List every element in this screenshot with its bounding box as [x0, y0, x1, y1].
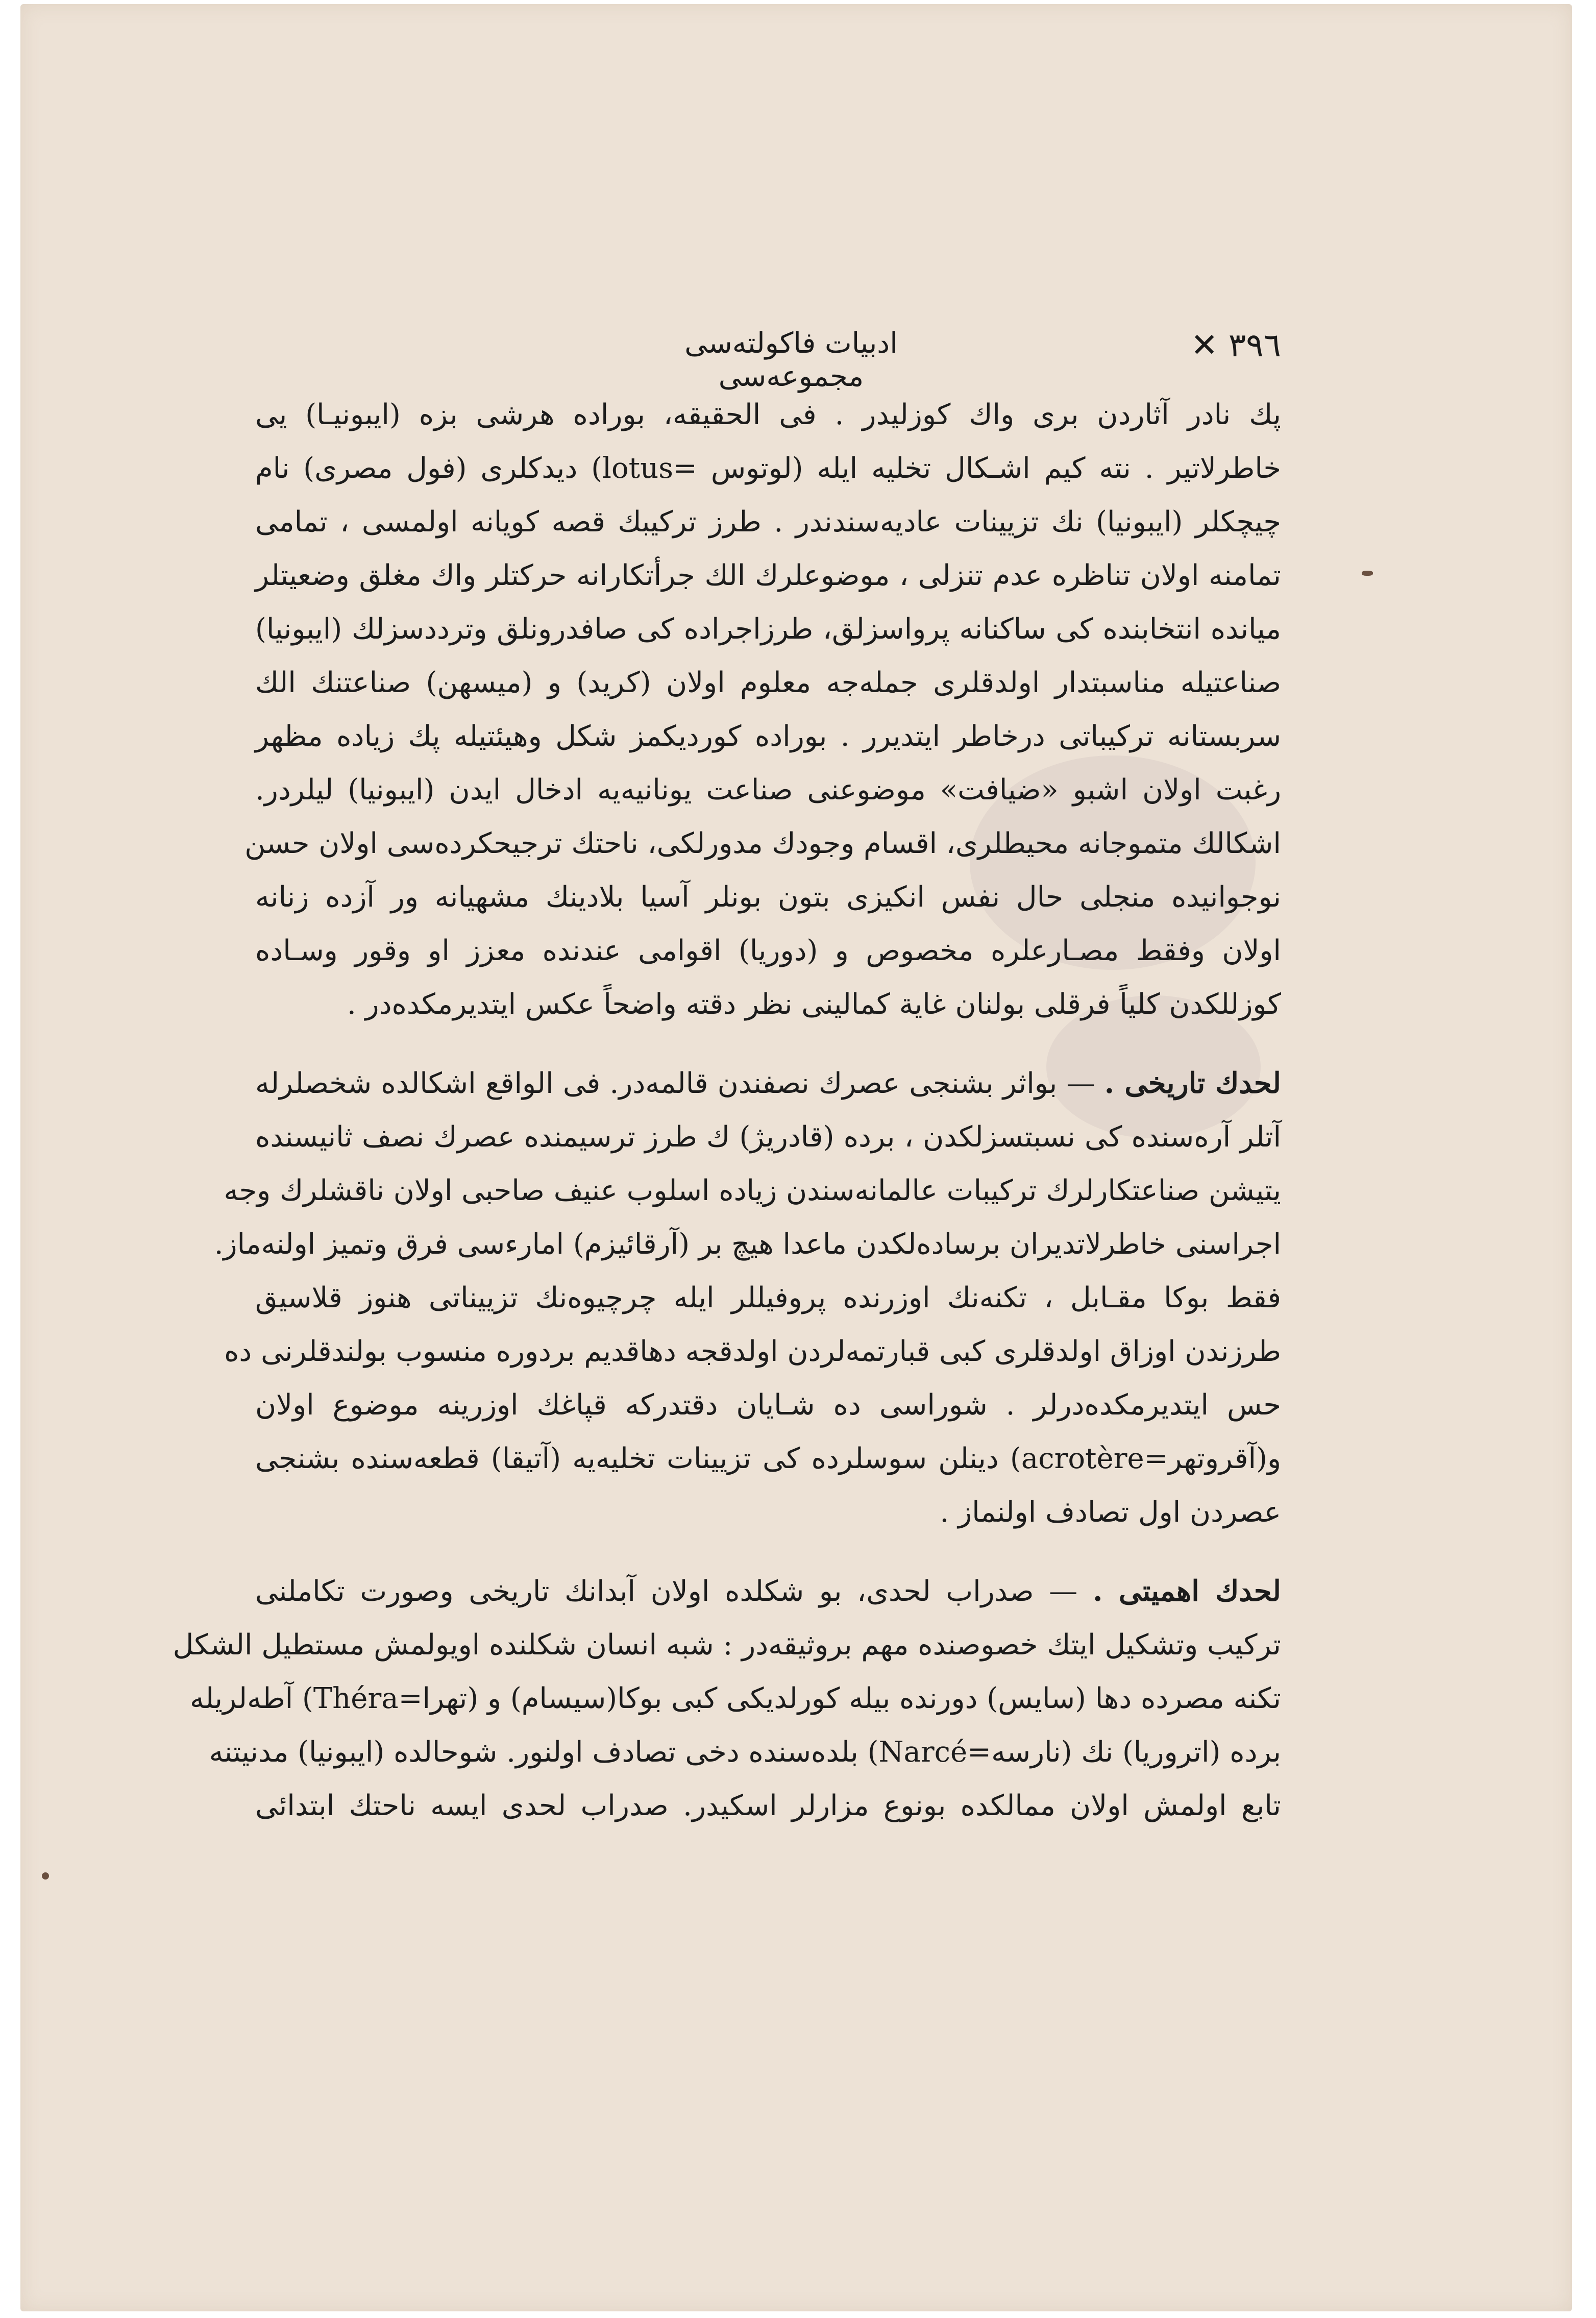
text-line: كوزللكدن كلياً فرقلى بولنان غاية كمالينى نظر دقته واضحاً عكس ايتديرمكده‌در . [347, 988, 1281, 1021]
paragraph-2 [214, 1057, 1282, 1539]
text-line: اجراسنى خاطرلاتديران برساده‌لكدن ماعدا هيچ بر (آرقائيزم) امارءسى فرق وتميز اولنه‌ماز. [214, 1228, 1281, 1261]
text-line: برده (اتروريا) نك (نارسه=Narcé) بلده‌سنده دخى تصادف اولنور. شوحالده (ايبونيا) مدنيتنه [209, 1736, 1281, 1769]
paragraph-heading: لحدك تاريخى . [1104, 1066, 1281, 1100]
text-line: خاطرلاتير . نته كيم اشـكال تخليه ايله (لوتوس =lotus) ديدكلرى (فول مصرى) نام [255, 452, 1281, 485]
text-line-rest: — صدراب لحدى، بو شكلده اولان آبدانك تاريخى وصورت تكاملنى [255, 1575, 1078, 1608]
text-line: صناعتيله مناسبتدار اولدقلرى جمله‌جه معلوم اولان (كريد) و (ميسهن) صناعتنك الك [255, 666, 1281, 699]
paragraph-gap [255, 1539, 1281, 1565]
text-line: اولان وفقط مصـارعلره مخصوص و (دوريا) اقوامى عندنده معزز او وقور وسـاده [255, 934, 1281, 967]
text-line: تكنه مصرده دها (سايس) دورنده بيله كورلديكى كبى بوكا(سيسام) و (تهرا=Théra) آطه‌لريله [189, 1682, 1281, 1715]
text-line: سربستانه تركيباتى درخاطر ايتديرر . بوراده كورديكمز شكل وهيئتيله پك زياده مظهر [255, 720, 1281, 753]
text-line [255, 1565, 1281, 1618]
text-line-rest: — بواثر بشنجى عصرك نصفندن قالمه‌در. فى الواقع اشكالده شخصلرله [255, 1067, 1095, 1100]
paragraph-heading: لحدك اهميتى . [1093, 1574, 1281, 1608]
text-line: و(آقروتهر=acrotère) دينلن سوسلرده كى تزيينات تخليه‌يه (آتيقا) قطعه‌سنده بشنجى [255, 1442, 1281, 1475]
ink-spot [1362, 571, 1373, 576]
text-line: تمامنه اولان تناظره عدم تنزلى ، موضوعلرك الك جرأتكارانه حركتلر واك مغلق وضعيتلر [255, 559, 1281, 592]
text-line: رغبت اولان اشبو «ضيافت» موضوعنى صناعت يونانيه‌يه ادخال ايدن (ايبونيا) ليلردر. [255, 773, 1281, 807]
text-line: تركيب وتشكيل ايتك خصوصنده مهم بروثيقه‌در : شبه انسان شكلنده اويولمش مستطيل الشكل [173, 1628, 1281, 1662]
text-line: پك نادر آثاردن برى واك كوزليدر . فى الحقيقه، بوراده هرشى بزه (ايبونيـا) يى [255, 398, 1281, 431]
text-line: يتيشن صناعتكارلرك تركيبات عالمانه‌سندن زياده اسلوب عنيف صاحبى اولان ناقشلرك وجه [224, 1174, 1281, 1207]
text-line: نوجوانيده منجلى حال نفس انكيزى بتون بونلر آسيا بلادينك مشهيانه ور آزده زنانه [255, 881, 1281, 914]
text-line: چيچكلر (ايبونيا) نك تزيينات عاديه‌سندندر . طرز تركيبك قصه كويانه اولمسى ، تمامى [255, 505, 1281, 539]
ornament-icon: ✕ [1190, 327, 1218, 364]
text-line: تابع اولمش اولان ممالكده بونوع مزارلر اسكيدر. صدراب لحدى ايسه ناحتك ابتدائى [255, 1789, 1281, 1822]
text-line: فقط بوكا مقـابل ، تكنه‌نك اوزرنده پروفيللر ايله چرچيوه‌نك تزييناتى هنوز قلاسيق [255, 1281, 1281, 1314]
text-line: حس ايتديرمكده‌درلر . شوراسى ده شـايان دقتدركه قپاغك اوزرينه موضوع اولان [255, 1388, 1281, 1422]
ink-spot [42, 1872, 49, 1880]
page-number [1181, 327, 1281, 364]
paragraph-3 [173, 1565, 1281, 1833]
text-line: آتلر آره‌سنده كى نسبتسزلكدن ، برده (قادريژ) ك طرز ترسيمنده عصرك نصف ثانيسنده [255, 1120, 1282, 1154]
text-line: اشكالك متموجانه محيطلرى، اقسام وجودك مدورلكى، ناحتك ترجيحكرده‌سى اولان حسن [244, 827, 1281, 860]
text-line: عصردن اول تصادف اولنماز . [940, 1496, 1281, 1529]
text-line: ميانده انتخابنده كى ساكنانه پرواسزلق، طرزاجراده كى صافدرونلق وترددسزلك (ايبونيا) [255, 613, 1281, 646]
paragraph-1 [244, 388, 1281, 1031]
running-title: ادبيات فاكولته‌سى مجموعه‌سى [684, 327, 898, 393]
main-text [173, 388, 1282, 1833]
text-line: طرزندن اوزاق اولدقلرى كبى قبارتمه‌لردن اولدقجه دهاقديم بردوره منسوب بولندقلرنى ده [224, 1335, 1281, 1368]
paragraph-gap [255, 1031, 1281, 1057]
text-line [255, 1057, 1281, 1110]
page-header [255, 327, 1281, 393]
page-number-value: ٣٩٦ [1228, 327, 1281, 364]
